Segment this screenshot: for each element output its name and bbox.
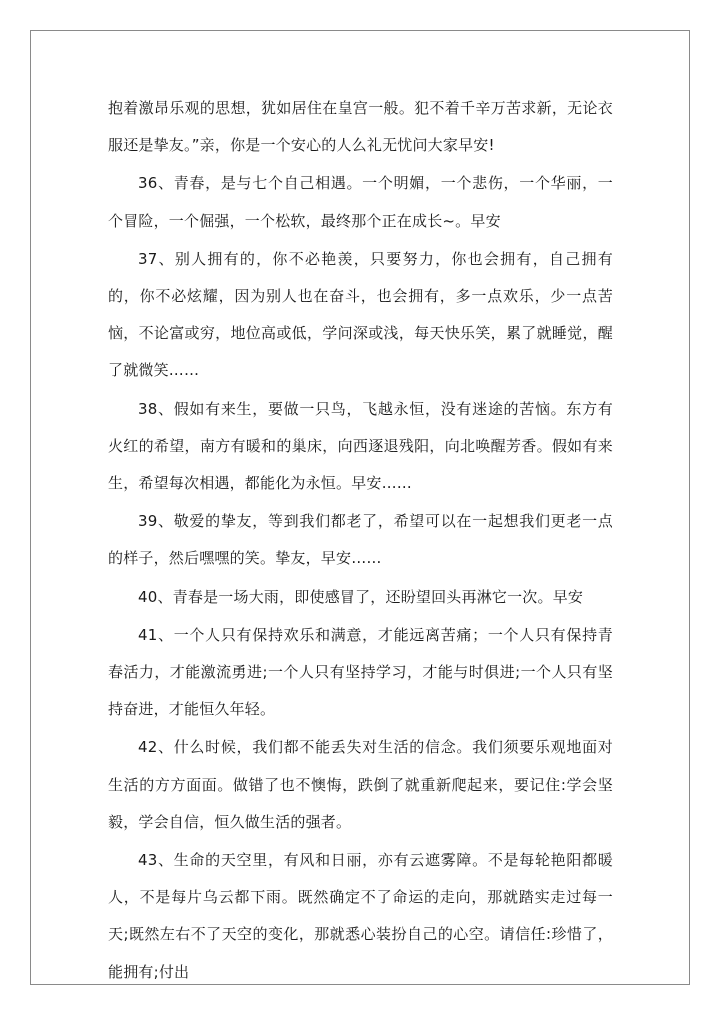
document-body: [108, 90, 613, 992]
paragraph-41: 41、一个人只有保持欢乐和满意，才能远离苦痛；一个人只有保持青春活力，才能激流勇进;一个人只有坚持学习，才能与时俱进;一个人只有坚持奋进，才能恒久年轻。: [108, 625, 613, 719]
paragraph-36: 36、青春，是与七个自己相遇。一个明媚，一个悲伤，一个华丽，一个冒险，一个倔强，一个松软，最终那个正在成长~。早安: [108, 174, 613, 230]
paragraph-43: 43、生命的天空里，有风和日丽，亦有云遮雾障。不是每轮艳阳都暖人，不是每片乌云都下雨。既然确定不了命运的走向，那就踏实走过每一天;既然左右不了天空的变化，那就悉心装扮自己的心空。请信任:珍惜了，能拥有;付出: [108, 851, 613, 981]
paragraph-40: 40、青春是一场大雨，即使感冒了，还盼望回头再淋它一次。早安: [138, 587, 584, 606]
paragraph-38: 38、假如有来生，要做一只鸟，飞越永恒，没有迷途的苦恼。东方有火红的希望，南方有暖和的巢床，向西逐退残阳，向北唤醒芳香。假如有来生，希望每次相遇，都能化为永恒。早安……: [108, 399, 613, 493]
paragraph-39: 39、敬爱的挚友，等到我们都老了，希望可以在一起想我们更老一点的样子，然后嘿嘿的笑。挚友，早安……: [108, 512, 613, 568]
paragraph-42: 42、什么时候，我们都不能丢失对生活的信念。我们须要乐观地面对生活的方方面面。做错了也不懊悔，跌倒了就重新爬起来，要记住:学会坚毅，学会自信，恒久做生活的强者。: [108, 738, 613, 831]
paragraph-37: 37、别人拥有的，你不必艳羡，只要努力，你也会拥有，自己拥有的，你不必炫耀，因为别人也在奋斗，也会拥有，多一点欢乐，少一点苦恼，不论富或穷，地位高或低，学问深或浅，每天快乐笑，累了就睡觉，醒了就微笑……: [108, 249, 613, 380]
paragraph-continuation: 抱着激昂乐观的思想，犹如居住在皇宫一般。犯不着千辛万苦求新，无论衣服还是挚友。”亲，你是一个安心的人么礼无忧问大家早安!: [108, 99, 613, 155]
